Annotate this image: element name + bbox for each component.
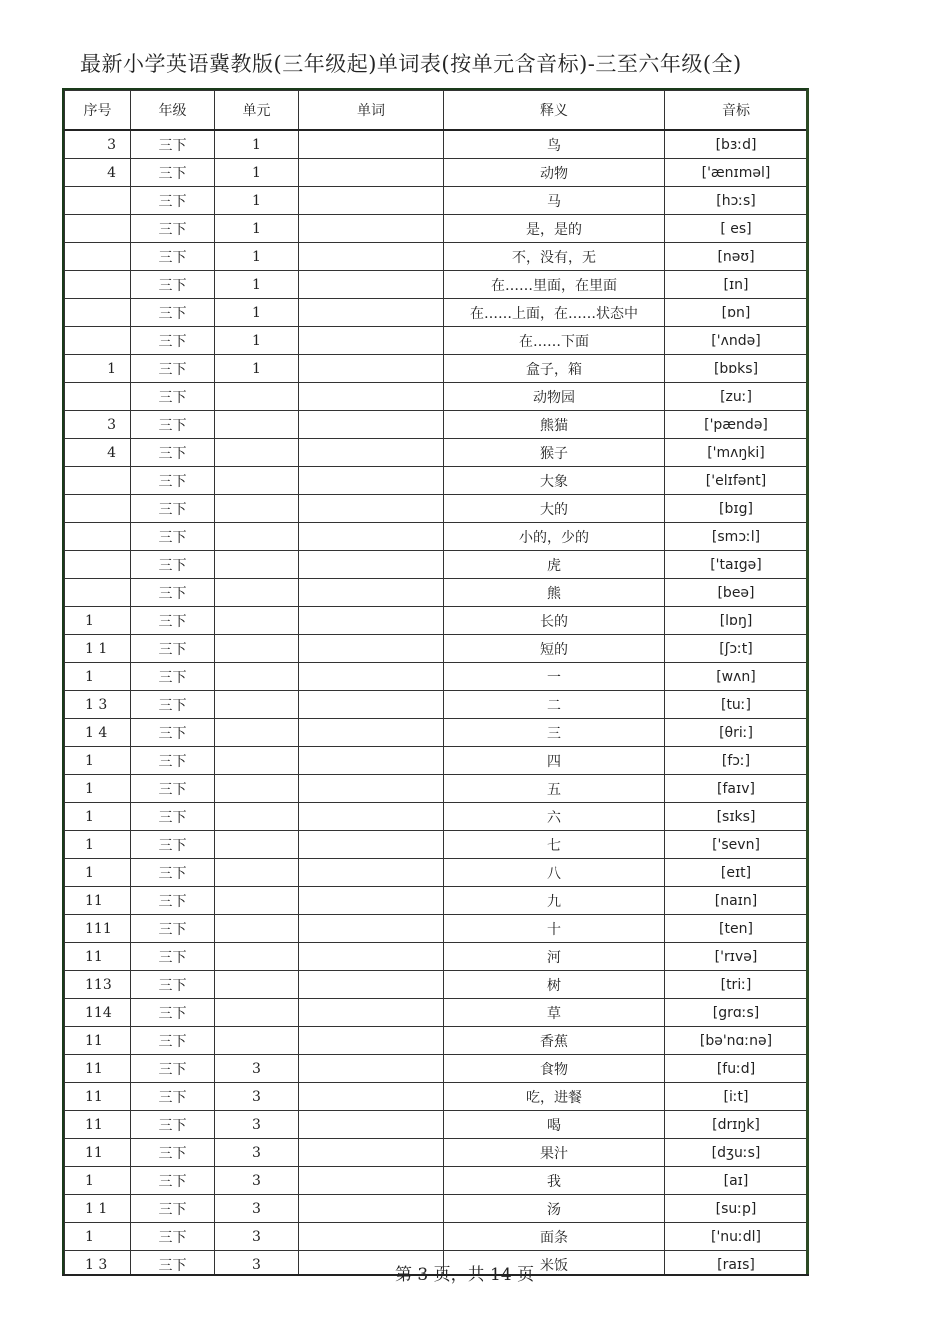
cell-unit: 3	[215, 1251, 299, 1277]
cell-grade: 三下	[131, 1195, 215, 1223]
cell-seq: 114	[65, 999, 131, 1027]
cell-ipa: [nəʊ]	[665, 243, 808, 271]
table-row	[65, 691, 808, 719]
cell-meaning: 七	[444, 831, 665, 859]
cell-seq: 1	[65, 803, 131, 831]
cell-ipa: [iːt]	[665, 1083, 808, 1111]
cell-unit	[215, 579, 299, 607]
cell-ipa: ['mʌŋki]	[665, 439, 808, 467]
header-word: 单词	[299, 91, 444, 131]
cell-ipa: [ɒn]	[665, 299, 808, 327]
table-row	[65, 1055, 808, 1083]
cell-grade: 三下	[131, 831, 215, 859]
cell-word	[299, 299, 444, 327]
cell-meaning: 果汁	[444, 1139, 665, 1167]
cell-meaning: 汤	[444, 1195, 665, 1223]
cell-grade: 三下	[131, 187, 215, 215]
cell-word	[299, 1139, 444, 1167]
cell-ipa: ['rɪvə]	[665, 943, 808, 971]
cell-ipa: ['elɪfənt]	[665, 467, 808, 495]
cell-meaning: 六	[444, 803, 665, 831]
cell-word	[299, 187, 444, 215]
cell-meaning: 大象	[444, 467, 665, 495]
cell-meaning: 喝	[444, 1111, 665, 1139]
cell-grade: 三下	[131, 775, 215, 803]
cell-meaning: 熊	[444, 579, 665, 607]
cell-grade: 三下	[131, 1111, 215, 1139]
cell-meaning: 二	[444, 691, 665, 719]
cell-meaning: 是，是的	[444, 215, 665, 243]
cell-meaning: 动物	[444, 159, 665, 187]
cell-seq	[65, 187, 131, 215]
table-row	[65, 439, 808, 467]
cell-unit	[215, 747, 299, 775]
cell-ipa: [raɪs]	[665, 1251, 808, 1277]
cell-unit	[215, 943, 299, 971]
cell-grade: 三下	[131, 467, 215, 495]
cell-ipa: [bə'nɑːnə]	[665, 1027, 808, 1055]
cell-word	[299, 271, 444, 299]
cell-word	[299, 719, 444, 747]
cell-unit: 3	[215, 1195, 299, 1223]
cell-ipa: [lɒŋ]	[665, 607, 808, 635]
cell-meaning: 吃，进餐	[444, 1083, 665, 1111]
cell-word	[299, 635, 444, 663]
cell-unit: 1	[215, 243, 299, 271]
header-ipa: 音标	[665, 91, 808, 131]
cell-unit: 3	[215, 1083, 299, 1111]
cell-seq: 1	[65, 355, 131, 383]
cell-grade: 三下	[131, 495, 215, 523]
cell-seq	[65, 327, 131, 355]
cell-ipa: [tuː]	[665, 691, 808, 719]
cell-meaning: 动物园	[444, 383, 665, 411]
table-row	[65, 355, 808, 383]
cell-ipa: [faɪv]	[665, 775, 808, 803]
cell-unit: 1	[215, 327, 299, 355]
cell-seq: 1	[65, 607, 131, 635]
cell-ipa: [θriː]	[665, 719, 808, 747]
cell-grade: 三下	[131, 1223, 215, 1251]
cell-unit: 1	[215, 299, 299, 327]
cell-word	[299, 1111, 444, 1139]
cell-meaning: 马	[444, 187, 665, 215]
cell-ipa: [triː]	[665, 971, 808, 999]
cell-grade: 三下	[131, 439, 215, 467]
cell-ipa: ['sevn]	[665, 831, 808, 859]
cell-word	[299, 1055, 444, 1083]
cell-unit: 3	[215, 1167, 299, 1195]
cell-seq	[65, 523, 131, 551]
cell-seq	[65, 383, 131, 411]
cell-grade: 三下	[131, 691, 215, 719]
cell-unit	[215, 691, 299, 719]
cell-meaning: 香蕉	[444, 1027, 665, 1055]
cell-unit	[215, 383, 299, 411]
cell-ipa: [grɑːs]	[665, 999, 808, 1027]
cell-meaning: 树	[444, 971, 665, 999]
cell-ipa: [fɔː]	[665, 747, 808, 775]
table-row	[65, 663, 808, 691]
table-row	[65, 299, 808, 327]
cell-seq: 1 1	[65, 1195, 131, 1223]
cell-grade: 三下	[131, 1083, 215, 1111]
cell-unit	[215, 411, 299, 439]
table-row	[65, 635, 808, 663]
cell-meaning: 虎	[444, 551, 665, 579]
cell-grade: 三下	[131, 327, 215, 355]
cell-meaning: 四	[444, 747, 665, 775]
table-row	[65, 579, 808, 607]
cell-unit	[215, 495, 299, 523]
table-row	[65, 271, 808, 299]
table-row	[65, 495, 808, 523]
cell-grade: 三下	[131, 159, 215, 187]
cell-seq: 113	[65, 971, 131, 999]
header-seq: 序号	[65, 91, 131, 131]
cell-word	[299, 1167, 444, 1195]
cell-unit: 1	[215, 159, 299, 187]
cell-word	[299, 915, 444, 943]
cell-ipa: [wʌn]	[665, 663, 808, 691]
cell-word	[299, 159, 444, 187]
cell-grade: 三下	[131, 383, 215, 411]
cell-seq	[65, 551, 131, 579]
cell-seq	[65, 495, 131, 523]
table-row	[65, 943, 808, 971]
table-row	[65, 551, 808, 579]
cell-unit: 1	[215, 215, 299, 243]
cell-grade: 三下	[131, 271, 215, 299]
table-row	[65, 915, 808, 943]
cell-word	[299, 607, 444, 635]
table-row	[65, 467, 808, 495]
cell-unit	[215, 467, 299, 495]
cell-word	[299, 859, 444, 887]
cell-seq: 11	[65, 1083, 131, 1111]
cell-seq: 11	[65, 1111, 131, 1139]
cell-meaning: 八	[444, 859, 665, 887]
cell-meaning: 食物	[444, 1055, 665, 1083]
cell-meaning: 我	[444, 1167, 665, 1195]
cell-grade: 三下	[131, 1139, 215, 1167]
cell-meaning: 十	[444, 915, 665, 943]
cell-unit	[215, 1027, 299, 1055]
cell-unit	[215, 523, 299, 551]
cell-seq: 1	[65, 831, 131, 859]
cell-meaning: 在……上面，在……状态中	[444, 299, 665, 327]
cell-word	[299, 831, 444, 859]
cell-grade: 三下	[131, 243, 215, 271]
cell-word	[299, 1195, 444, 1223]
cell-meaning: 小的，少的	[444, 523, 665, 551]
cell-seq: 1	[65, 747, 131, 775]
cell-seq: 11	[65, 887, 131, 915]
cell-meaning: 长的	[444, 607, 665, 635]
cell-meaning: 短的	[444, 635, 665, 663]
table-row	[65, 411, 808, 439]
cell-ipa: ['nuːdl]	[665, 1223, 808, 1251]
table-row	[65, 215, 808, 243]
cell-grade: 三下	[131, 579, 215, 607]
cell-seq: 1	[65, 775, 131, 803]
cell-unit	[215, 551, 299, 579]
cell-meaning: 猴子	[444, 439, 665, 467]
cell-grade: 三下	[131, 915, 215, 943]
cell-unit	[215, 971, 299, 999]
cell-seq: 11	[65, 1055, 131, 1083]
cell-ipa: [ten]	[665, 915, 808, 943]
cell-unit	[215, 439, 299, 467]
cell-ipa: [suːp]	[665, 1195, 808, 1223]
cell-grade: 三下	[131, 663, 215, 691]
table-row	[65, 1167, 808, 1195]
cell-unit: 1	[215, 271, 299, 299]
cell-word	[299, 551, 444, 579]
cell-grade: 三下	[131, 1027, 215, 1055]
cell-seq: 11	[65, 1139, 131, 1167]
cell-word	[299, 747, 444, 775]
table-row	[65, 1027, 808, 1055]
table-row	[65, 1111, 808, 1139]
table-row	[65, 130, 808, 159]
cell-unit	[215, 859, 299, 887]
table-row	[65, 327, 808, 355]
table-row	[65, 607, 808, 635]
cell-unit	[215, 915, 299, 943]
table-row	[65, 1139, 808, 1167]
cell-word	[299, 971, 444, 999]
cell-meaning: 九	[444, 887, 665, 915]
cell-grade: 三下	[131, 999, 215, 1027]
cell-ipa: ['pændə]	[665, 411, 808, 439]
cell-ipa: [ɪn]	[665, 271, 808, 299]
cell-word	[299, 411, 444, 439]
cell-meaning: 熊猫	[444, 411, 665, 439]
table-row	[65, 859, 808, 887]
cell-grade: 三下	[131, 411, 215, 439]
cell-ipa: [sɪks]	[665, 803, 808, 831]
table-row	[65, 187, 808, 215]
cell-word	[299, 775, 444, 803]
cell-grade: 三下	[131, 635, 215, 663]
cell-grade: 三下	[131, 1055, 215, 1083]
header-meaning: 释义	[444, 91, 665, 131]
page-title: 最新小学英语冀教版(三年级起)单词表(按单元含音标)-三至六年级(全)	[80, 52, 742, 76]
cell-unit: 1	[215, 355, 299, 383]
cell-grade: 三下	[131, 355, 215, 383]
cell-grade: 三下	[131, 299, 215, 327]
cell-grade: 三下	[131, 1251, 215, 1277]
table-row	[65, 803, 808, 831]
cell-meaning: 草	[444, 999, 665, 1027]
cell-word	[299, 579, 444, 607]
cell-word	[299, 215, 444, 243]
cell-meaning: 五	[444, 775, 665, 803]
cell-seq: 11	[65, 1027, 131, 1055]
cell-unit	[215, 775, 299, 803]
cell-ipa: [bɒks]	[665, 355, 808, 383]
cell-ipa: [dʒuːs]	[665, 1139, 808, 1167]
cell-seq: 111	[65, 915, 131, 943]
page-footer: 第 3 页，共 14 页	[395, 1265, 535, 1285]
table-row	[65, 719, 808, 747]
cell-word	[299, 355, 444, 383]
cell-grade: 三下	[131, 971, 215, 999]
cell-seq: 1	[65, 663, 131, 691]
cell-meaning: 在……下面	[444, 327, 665, 355]
cell-seq	[65, 271, 131, 299]
cell-meaning: 三	[444, 719, 665, 747]
cell-grade: 三下	[131, 803, 215, 831]
cell-word	[299, 439, 444, 467]
cell-word	[299, 327, 444, 355]
cell-word	[299, 243, 444, 271]
cell-unit	[215, 663, 299, 691]
table-row	[65, 1083, 808, 1111]
cell-ipa: ['ænɪməl]	[665, 159, 808, 187]
cell-word	[299, 130, 444, 159]
cell-ipa: [ es]	[665, 215, 808, 243]
cell-ipa: [hɔːs]	[665, 187, 808, 215]
cell-grade: 三下	[131, 215, 215, 243]
cell-word	[299, 523, 444, 551]
cell-grade: 三下	[131, 747, 215, 775]
cell-ipa: ['taɪgə]	[665, 551, 808, 579]
cell-ipa: [aɪ]	[665, 1167, 808, 1195]
cell-word	[299, 383, 444, 411]
cell-seq: 11	[65, 943, 131, 971]
cell-unit	[215, 719, 299, 747]
cell-word	[299, 999, 444, 1027]
cell-unit: 3	[215, 1055, 299, 1083]
cell-seq: 1	[65, 859, 131, 887]
cell-seq: 4	[65, 439, 131, 467]
cell-seq: 1	[65, 1167, 131, 1195]
cell-ipa: [bɜːd]	[665, 130, 808, 159]
cell-word	[299, 1083, 444, 1111]
cell-grade: 三下	[131, 887, 215, 915]
cell-seq: 1	[65, 1223, 131, 1251]
vocabulary-table-container	[62, 88, 809, 1276]
cell-word	[299, 1027, 444, 1055]
cell-meaning: 在……里面，在里面	[444, 271, 665, 299]
cell-meaning: 盒子，箱	[444, 355, 665, 383]
vocabulary-table	[64, 90, 808, 1276]
table-row	[65, 243, 808, 271]
cell-ipa: [eɪt]	[665, 859, 808, 887]
cell-word	[299, 495, 444, 523]
cell-meaning: 一	[444, 663, 665, 691]
cell-meaning: 面条	[444, 1223, 665, 1251]
cell-unit	[215, 831, 299, 859]
cell-ipa: [bɪg]	[665, 495, 808, 523]
cell-ipa: [drɪŋk]	[665, 1111, 808, 1139]
table-row	[65, 159, 808, 187]
cell-meaning: 鸟	[444, 130, 665, 159]
cell-seq: 4	[65, 159, 131, 187]
table-row	[65, 775, 808, 803]
cell-meaning: 河	[444, 943, 665, 971]
cell-unit	[215, 803, 299, 831]
table-row	[65, 999, 808, 1027]
cell-ipa: [fuːd]	[665, 1055, 808, 1083]
cell-seq: 1 4	[65, 719, 131, 747]
cell-seq: 3	[65, 130, 131, 159]
cell-unit: 3	[215, 1139, 299, 1167]
cell-unit: 1	[215, 130, 299, 159]
cell-seq	[65, 215, 131, 243]
cell-word	[299, 943, 444, 971]
cell-word	[299, 887, 444, 915]
cell-unit: 1	[215, 187, 299, 215]
cell-grade: 三下	[131, 551, 215, 579]
cell-unit: 3	[215, 1111, 299, 1139]
table-row	[65, 383, 808, 411]
cell-ipa: [zuː]	[665, 383, 808, 411]
header-unit: 单元	[215, 91, 299, 131]
cell-meaning: 大的	[444, 495, 665, 523]
cell-unit: 3	[215, 1223, 299, 1251]
table-row	[65, 971, 808, 999]
cell-grade: 三下	[131, 130, 215, 159]
cell-meaning: 米饭	[444, 1251, 665, 1277]
cell-ipa: [ʃɔːt]	[665, 635, 808, 663]
cell-grade: 三下	[131, 943, 215, 971]
cell-grade: 三下	[131, 607, 215, 635]
cell-word	[299, 1223, 444, 1251]
cell-grade: 三下	[131, 1167, 215, 1195]
cell-seq: 1 1	[65, 635, 131, 663]
header-grade: 年级	[131, 91, 215, 131]
cell-seq: 1 3	[65, 691, 131, 719]
cell-ipa: [beə]	[665, 579, 808, 607]
table-row	[65, 1195, 808, 1223]
cell-unit	[215, 635, 299, 663]
cell-unit	[215, 887, 299, 915]
table-row	[65, 747, 808, 775]
cell-seq: 3	[65, 411, 131, 439]
table-row	[65, 523, 808, 551]
cell-seq	[65, 579, 131, 607]
cell-word	[299, 691, 444, 719]
cell-grade: 三下	[131, 523, 215, 551]
cell-word	[299, 663, 444, 691]
table-body	[65, 130, 808, 1276]
table-header-row	[65, 91, 808, 131]
table-row	[65, 887, 808, 915]
cell-unit	[215, 607, 299, 635]
cell-grade: 三下	[131, 859, 215, 887]
table-row	[65, 1223, 808, 1251]
cell-ipa: [smɔːl]	[665, 523, 808, 551]
cell-ipa: [naɪn]	[665, 887, 808, 915]
table-row	[65, 831, 808, 859]
cell-seq	[65, 299, 131, 327]
cell-seq	[65, 467, 131, 495]
cell-grade: 三下	[131, 719, 215, 747]
cell-seq	[65, 243, 131, 271]
cell-ipa: ['ʌndə]	[665, 327, 808, 355]
cell-unit	[215, 999, 299, 1027]
cell-word	[299, 467, 444, 495]
cell-meaning: 不，没有，无	[444, 243, 665, 271]
cell-seq: 1 3	[65, 1251, 131, 1277]
cell-word	[299, 803, 444, 831]
